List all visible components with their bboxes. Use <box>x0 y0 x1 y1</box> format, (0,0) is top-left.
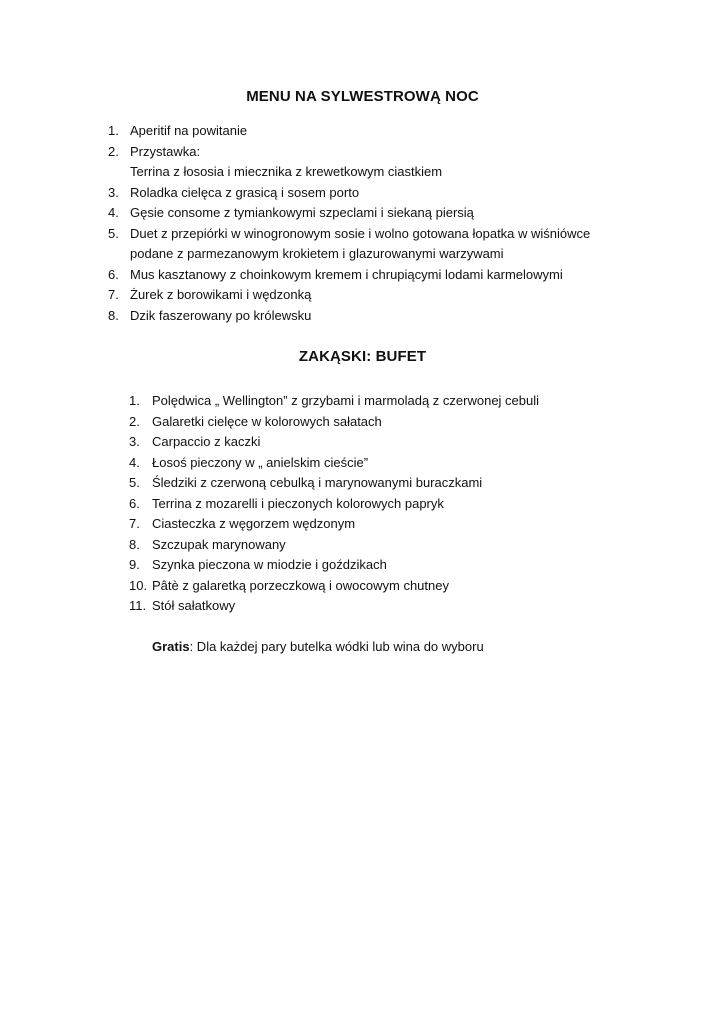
buffet-item <box>129 596 539 617</box>
menu-item <box>108 121 590 142</box>
menu-item <box>108 285 590 306</box>
buffet-item-text: Ciasteczka z węgorzem wędzonym <box>152 516 356 531</box>
buffet-item <box>129 391 539 412</box>
menu-item <box>108 183 590 204</box>
buffet-item-number: 8. <box>129 536 140 552</box>
buffet-item-text: Terrina z mozarelli i pieczonych kolorowych papryk <box>152 495 444 511</box>
buffet-item-number: 11. <box>129 598 147 613</box>
menu-item-number: 6. <box>108 266 119 282</box>
menu-item-text: Mus kasztanowy z choinkowym kremem i chrupiącymi lodami karmelowymi <box>130 266 563 282</box>
buffet-item <box>129 576 539 597</box>
menu-item-number: 2. <box>108 143 119 159</box>
buffet-item-text: Galaretki cielęce w kolorowych sałatach <box>152 413 382 429</box>
buffet-item-number: 1. <box>129 393 140 408</box>
menu-item-number: 3. <box>108 184 119 200</box>
gratis-label: Gratis <box>152 639 190 654</box>
section-title: ZAKĄSKI: BUFET <box>298 348 427 365</box>
menu-item-text-continued: Terrina z łososia i miecznika z krewetkowym ciastkiem <box>130 164 443 179</box>
buffet-item-text: Szczupak marynowany <box>152 536 286 552</box>
buffet-item-text: Łosoś pieczony w „ anielskim cieście” <box>152 454 369 470</box>
buffet-item-number: 9. <box>129 557 140 572</box>
buffet-item-number: 4. <box>129 454 140 470</box>
page-title: MENU NA SYLWESTROWĄ NOC <box>246 88 479 105</box>
menu-item-text: Roladka cielęca z grasicą i sosem porto <box>130 184 360 200</box>
menu-item-text: Żurek z borowikami i wędzonką <box>130 287 312 302</box>
buffet-item-number: 5. <box>129 475 140 490</box>
menu-item-text-continued: podane z parmezanowym krokietem i glazurowanymi warzywami <box>130 246 504 261</box>
menu-item <box>108 203 590 224</box>
menu-item-number: 8. <box>108 307 119 323</box>
buffet-item <box>129 535 539 556</box>
buffet-list <box>129 391 539 617</box>
buffet-item <box>129 494 539 515</box>
buffet-item-text: Polędwica „ Wellington” z grzybami i marmoladą z czerwonej cebuli <box>152 393 540 408</box>
buffet-item-number: 6. <box>129 495 140 511</box>
gratis-text: : Dla każdej pary butelka wódki lub wina do wyboru <box>189 639 484 654</box>
buffet-item <box>129 555 539 576</box>
menu-item <box>108 265 590 286</box>
buffet-item-number: 7. <box>129 516 140 531</box>
menu-item-text: Przystawka: <box>130 143 201 159</box>
buffet-item-number: 10. <box>129 577 148 593</box>
menu-item-text: Gęsie consome z tymiankowymi szpeclami i siekaną piersią <box>130 205 474 220</box>
buffet-item-text: Śledziki z czerwoną cebulką i marynowanymi buraczkami <box>152 475 483 490</box>
menu-item <box>108 306 590 327</box>
buffet-item <box>129 473 539 494</box>
menu-item-number: 5. <box>108 225 119 241</box>
menu-item-number: 1. <box>108 123 119 138</box>
buffet-item-text: Carpaccio z kaczki <box>152 434 261 449</box>
menu-item <box>108 142 590 183</box>
buffet-item-number: 2. <box>129 413 140 429</box>
buffet-item-number: 3. <box>129 434 140 449</box>
gratis-note <box>152 637 484 657</box>
buffet-item <box>129 432 539 453</box>
buffet-item <box>129 514 539 535</box>
menu-item-text: Aperitif na powitanie <box>130 123 248 138</box>
buffet-item <box>129 412 539 433</box>
buffet-item-text: Stół sałatkowy <box>152 598 236 613</box>
menu-item-text: Dzik faszerowany po królewsku <box>130 307 312 323</box>
menu-item <box>108 224 590 265</box>
buffet-item-text: Pâtè z galaretką porzeczkową i owocowym chutney <box>152 577 449 593</box>
buffet-item <box>129 453 539 474</box>
buffet-item-text: Szynka pieczona w miodzie i goździkach <box>152 557 387 572</box>
menu-item-number: 4. <box>108 205 119 220</box>
menu-item-number: 7. <box>108 287 119 302</box>
menu-list <box>108 121 590 326</box>
menu-item-text: Duet z przepiórki w winogronowym sosie i wolno gotowana łopatka w wiśniówce <box>130 225 591 241</box>
